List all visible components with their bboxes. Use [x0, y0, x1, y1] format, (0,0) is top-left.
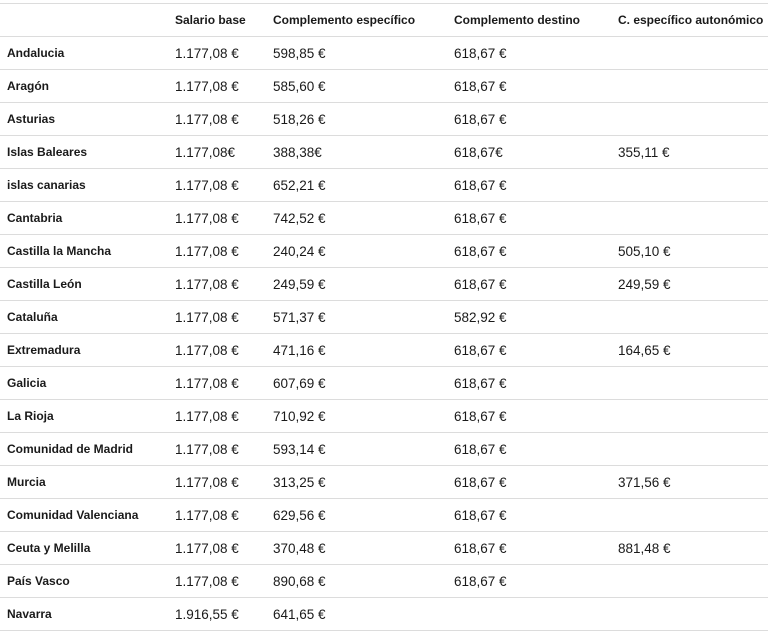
table-row: [0, 499, 768, 532]
region-cell: Cantabria: [0, 202, 168, 235]
table-row: [0, 202, 768, 235]
table-row: [0, 367, 768, 400]
complemento-destino-cell: 618,67 €: [447, 433, 611, 466]
salario-base-cell: 1.177,08 €: [168, 400, 266, 433]
region-cell: Comunidad de Madrid: [0, 433, 168, 466]
salario-base-cell: 1.177,08 €: [168, 499, 266, 532]
table-row: [0, 301, 768, 334]
complemento-especifico-cell: 593,14 €: [266, 433, 447, 466]
especifico-autonomico-cell: [611, 499, 768, 532]
region-cell: País Vasco: [0, 565, 168, 598]
region-cell: Navarra: [0, 598, 168, 631]
salario-base-cell: 1.177,08 €: [168, 202, 266, 235]
region-cell: Cataluña: [0, 301, 168, 334]
especifico-autonomico-cell: 249,59 €: [611, 268, 768, 301]
salario-base-cell: 1.177,08 €: [168, 103, 266, 136]
complemento-especifico-cell: 240,24 €: [266, 235, 447, 268]
header-region: [0, 4, 168, 37]
complemento-destino-cell: 618,67 €: [447, 235, 611, 268]
salario-base-cell: 1.177,08 €: [168, 433, 266, 466]
complemento-destino-cell: 618,67 €: [447, 400, 611, 433]
salary-table: [0, 3, 768, 631]
salario-base-cell: 1.177,08 €: [168, 301, 266, 334]
complemento-destino-cell: 618,67 €: [447, 70, 611, 103]
table-row: [0, 400, 768, 433]
header-especifico-autonomico: C. específico autonómico: [611, 4, 768, 37]
complemento-destino-cell: 618,67 €: [447, 466, 611, 499]
header-complemento-especifico: Complemento específico: [266, 4, 447, 37]
complemento-especifico-cell: 518,26 €: [266, 103, 447, 136]
salario-base-cell: 1.177,08 €: [168, 334, 266, 367]
region-cell: islas canarias: [0, 169, 168, 202]
complemento-destino-cell: 618,67€: [447, 136, 611, 169]
table-body: [0, 37, 768, 631]
region-cell: Andalucia: [0, 37, 168, 70]
especifico-autonomico-cell: 355,11 €: [611, 136, 768, 169]
complemento-destino-cell: 618,67 €: [447, 565, 611, 598]
complemento-destino-cell: 618,67 €: [447, 268, 611, 301]
salario-base-cell: 1.177,08 €: [168, 466, 266, 499]
complemento-especifico-cell: 370,48 €: [266, 532, 447, 565]
complemento-especifico-cell: 607,69 €: [266, 367, 447, 400]
complemento-destino-cell: 618,67 €: [447, 334, 611, 367]
complemento-destino-cell: [447, 598, 611, 631]
region-cell: Aragón: [0, 70, 168, 103]
complemento-especifico-cell: 641,65 €: [266, 598, 447, 631]
especifico-autonomico-cell: 371,56 €: [611, 466, 768, 499]
especifico-autonomico-cell: [611, 103, 768, 136]
salario-base-cell: 1.177,08 €: [168, 532, 266, 565]
especifico-autonomico-cell: [611, 433, 768, 466]
table-row: [0, 37, 768, 70]
region-cell: La Rioja: [0, 400, 168, 433]
complemento-especifico-cell: 598,85 €: [266, 37, 447, 70]
table-row: [0, 532, 768, 565]
header-salario-base: Salario base: [168, 4, 266, 37]
complemento-especifico-cell: 571,37 €: [266, 301, 447, 334]
table-row: [0, 103, 768, 136]
complemento-destino-cell: 618,67 €: [447, 532, 611, 565]
complemento-especifico-cell: 388,38€: [266, 136, 447, 169]
region-cell: Galicia: [0, 367, 168, 400]
complemento-destino-cell: 618,67 €: [447, 103, 611, 136]
especifico-autonomico-cell: [611, 598, 768, 631]
especifico-autonomico-cell: [611, 400, 768, 433]
especifico-autonomico-cell: [611, 202, 768, 235]
table-row: [0, 565, 768, 598]
especifico-autonomico-cell: 164,65 €: [611, 334, 768, 367]
complemento-especifico-cell: 249,59 €: [266, 268, 447, 301]
header-complemento-destino: Complemento destino: [447, 4, 611, 37]
complemento-destino-cell: 618,67 €: [447, 367, 611, 400]
complemento-destino-cell: 618,67 €: [447, 499, 611, 532]
region-cell: Islas Baleares: [0, 136, 168, 169]
especifico-autonomico-cell: 881,48 €: [611, 532, 768, 565]
complemento-especifico-cell: 629,56 €: [266, 499, 447, 532]
region-cell: Castilla León: [0, 268, 168, 301]
complemento-destino-cell: 618,67 €: [447, 37, 611, 70]
complemento-especifico-cell: 742,52 €: [266, 202, 447, 235]
complemento-especifico-cell: 652,21 €: [266, 169, 447, 202]
complemento-especifico-cell: 710,92 €: [266, 400, 447, 433]
salario-base-cell: 1.177,08 €: [168, 235, 266, 268]
table-row: [0, 334, 768, 367]
region-cell: Ceuta y Melilla: [0, 532, 168, 565]
salario-base-cell: 1.177,08 €: [168, 565, 266, 598]
region-cell: Asturias: [0, 103, 168, 136]
salario-base-cell: 1.916,55 €: [168, 598, 266, 631]
salario-base-cell: 1.177,08 €: [168, 268, 266, 301]
region-cell: Comunidad Valenciana: [0, 499, 168, 532]
complemento-destino-cell: 618,67 €: [447, 169, 611, 202]
especifico-autonomico-cell: [611, 169, 768, 202]
complemento-especifico-cell: 890,68 €: [266, 565, 447, 598]
especifico-autonomico-cell: [611, 37, 768, 70]
complemento-especifico-cell: 471,16 €: [266, 334, 447, 367]
complemento-destino-cell: 582,92 €: [447, 301, 611, 334]
region-cell: Castilla la Mancha: [0, 235, 168, 268]
table-header-row: [0, 4, 768, 37]
complemento-especifico-cell: 313,25 €: [266, 466, 447, 499]
especifico-autonomico-cell: [611, 367, 768, 400]
table-row: [0, 169, 768, 202]
table-row: [0, 70, 768, 103]
salario-base-cell: 1.177,08 €: [168, 367, 266, 400]
region-cell: Murcia: [0, 466, 168, 499]
table-row: [0, 235, 768, 268]
table-row: [0, 268, 768, 301]
salario-base-cell: 1.177,08 €: [168, 37, 266, 70]
salario-base-cell: 1.177,08 €: [168, 70, 266, 103]
table-row: [0, 466, 768, 499]
salario-base-cell: 1.177,08€: [168, 136, 266, 169]
especifico-autonomico-cell: 505,10 €: [611, 235, 768, 268]
especifico-autonomico-cell: [611, 301, 768, 334]
table-row: [0, 598, 768, 631]
especifico-autonomico-cell: [611, 70, 768, 103]
complemento-destino-cell: 618,67 €: [447, 202, 611, 235]
region-cell: Extremadura: [0, 334, 168, 367]
table-row: [0, 136, 768, 169]
especifico-autonomico-cell: [611, 565, 768, 598]
salario-base-cell: 1.177,08 €: [168, 169, 266, 202]
complemento-especifico-cell: 585,60 €: [266, 70, 447, 103]
table-row: [0, 433, 768, 466]
